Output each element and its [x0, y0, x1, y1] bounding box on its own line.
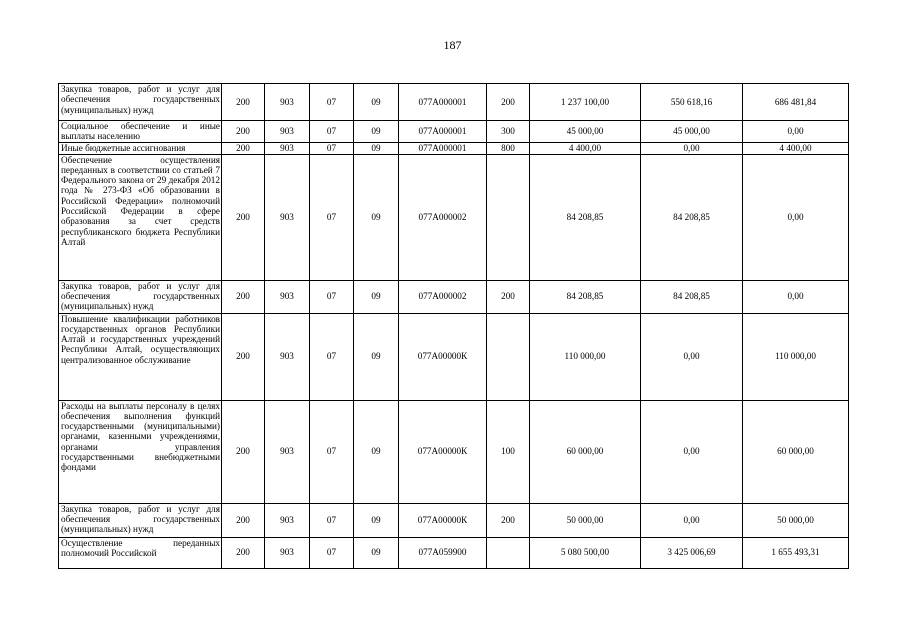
table-body	[59, 84, 849, 569]
cell-target-article: 077А000001	[399, 142, 487, 154]
cell-status-code: 200	[222, 84, 265, 121]
table-row	[59, 503, 849, 537]
cell-remainder-amount: 1 655 493,31	[743, 537, 849, 568]
table-row	[59, 121, 849, 143]
cell-executed-amount: 550 618,16	[641, 84, 743, 121]
cell-status-code: 200	[222, 313, 265, 400]
cell-ministry-code: 903	[265, 503, 310, 537]
page-number: 187	[443, 38, 462, 52]
table-row	[59, 84, 849, 121]
cell-ministry-code: 903	[265, 537, 310, 568]
table-row	[59, 400, 849, 503]
cell-expense-type	[487, 313, 530, 400]
cell-executed-amount: 0,00	[641, 313, 743, 400]
cell-approved-amount: 4 400,00	[530, 142, 641, 154]
cell-name: Повышение квалификации работников государственных органов Республики Алтай и государственных учреждений Республики Алтай, осуществляющих централизованное обслуживание	[59, 313, 222, 400]
cell-executed-amount: 3 425 006,69	[641, 537, 743, 568]
cell-subsection: 09	[354, 280, 399, 313]
cell-name: Обеспечение осуществления переданных в соответствии со статьей 7 Федерального закона от 29 декабря 2012 года № 273-ФЗ «Об образовании в Российской Федерации» полномочий Российской Федерации в сфере образования за счет средств республиканского бюджета Республики Алтай	[59, 154, 222, 280]
cell-target-article: 077А059900	[399, 537, 487, 568]
cell-section: 07	[310, 121, 354, 143]
cell-status-code: 200	[222, 280, 265, 313]
cell-name: Социальное обеспечение и иные выплаты населению	[59, 121, 222, 143]
cell-target-article: 077А00000К	[399, 503, 487, 537]
cell-subsection: 09	[354, 503, 399, 537]
cell-executed-amount: 84 208,85	[641, 280, 743, 313]
cell-subsection: 09	[354, 84, 399, 121]
cell-approved-amount: 45 000,00	[530, 121, 641, 143]
cell-expense-type	[487, 154, 530, 280]
cell-section: 07	[310, 154, 354, 280]
cell-ministry-code: 903	[265, 142, 310, 154]
cell-status-code: 200	[222, 154, 265, 280]
cell-name: Закупка товаров, работ и услуг для обеспечения государственных (муниципальных) нужд	[59, 84, 222, 121]
cell-name: Иные бюджетные ассигнования	[59, 142, 222, 154]
cell-remainder-amount: 110 000,00	[743, 313, 849, 400]
cell-executed-amount: 45 000,00	[641, 121, 743, 143]
cell-status-code: 200	[222, 503, 265, 537]
table-row	[59, 154, 849, 280]
cell-expense-type: 300	[487, 121, 530, 143]
cell-remainder-amount: 0,00	[743, 154, 849, 280]
cell-subsection: 09	[354, 313, 399, 400]
cell-executed-amount: 0,00	[641, 142, 743, 154]
cell-remainder-amount: 60 000,00	[743, 400, 849, 503]
cell-section: 07	[310, 84, 354, 121]
cell-approved-amount: 50 000,00	[530, 503, 641, 537]
cell-executed-amount: 84 208,85	[641, 154, 743, 280]
cell-name: Закупка товаров, работ и услуг для обеспечения государственных (муниципальных) нужд	[59, 280, 222, 313]
cell-expense-type: 800	[487, 142, 530, 154]
cell-section: 07	[310, 280, 354, 313]
cell-status-code: 200	[222, 537, 265, 568]
cell-ministry-code: 903	[265, 280, 310, 313]
cell-subsection: 09	[354, 400, 399, 503]
cell-target-article: 077А00000К	[399, 400, 487, 503]
cell-expense-type	[487, 537, 530, 568]
cell-expense-type: 100	[487, 400, 530, 503]
cell-approved-amount: 84 208,85	[530, 280, 641, 313]
cell-subsection: 09	[354, 154, 399, 280]
cell-approved-amount: 110 000,00	[530, 313, 641, 400]
cell-status-code: 200	[222, 400, 265, 503]
cell-ministry-code: 903	[265, 84, 310, 121]
cell-status-code: 200	[222, 121, 265, 143]
cell-subsection: 09	[354, 537, 399, 568]
cell-target-article: 077А000002	[399, 280, 487, 313]
table-row	[59, 313, 849, 400]
cell-name: Осуществление переданных полномочий Российской	[59, 537, 222, 568]
cell-target-article: 077А000002	[399, 154, 487, 280]
cell-section: 07	[310, 537, 354, 568]
cell-remainder-amount: 0,00	[743, 280, 849, 313]
cell-ministry-code: 903	[265, 313, 310, 400]
cell-target-article: 077А000001	[399, 84, 487, 121]
cell-section: 07	[310, 503, 354, 537]
cell-approved-amount: 5 080 500,00	[530, 537, 641, 568]
table-row	[59, 537, 849, 568]
cell-subsection: 09	[354, 121, 399, 143]
cell-section: 07	[310, 400, 354, 503]
cell-ministry-code: 903	[265, 400, 310, 503]
cell-approved-amount: 84 208,85	[530, 154, 641, 280]
cell-name: Закупка товаров, работ и услуг для обеспечения государственных (муниципальных) нужд	[59, 503, 222, 537]
cell-remainder-amount: 4 400,00	[743, 142, 849, 154]
cell-expense-type: 200	[487, 503, 530, 537]
cell-ministry-code: 903	[265, 121, 310, 143]
cell-executed-amount: 0,00	[641, 400, 743, 503]
cell-approved-amount: 60 000,00	[530, 400, 641, 503]
cell-expense-type: 200	[487, 84, 530, 121]
cell-remainder-amount: 0,00	[743, 121, 849, 143]
cell-executed-amount: 0,00	[641, 503, 743, 537]
cell-subsection: 09	[354, 142, 399, 154]
cell-name: Расходы на выплаты персоналу в целях обеспечения выполнения функций государственными (муниципальными) органами, казенными учреждениями, органами управления государственными внебюджетными фондами	[59, 400, 222, 503]
cell-status-code: 200	[222, 142, 265, 154]
cell-expense-type: 200	[487, 280, 530, 313]
budget-table	[58, 83, 849, 569]
cell-section: 07	[310, 142, 354, 154]
table-row	[59, 142, 849, 154]
cell-remainder-amount: 50 000,00	[743, 503, 849, 537]
cell-remainder-amount: 686 481,84	[743, 84, 849, 121]
table-row	[59, 280, 849, 313]
cell-target-article: 077А000001	[399, 121, 487, 143]
cell-section: 07	[310, 313, 354, 400]
cell-approved-amount: 1 237 100,00	[530, 84, 641, 121]
cell-ministry-code: 903	[265, 154, 310, 280]
cell-target-article: 077А00000К	[399, 313, 487, 400]
